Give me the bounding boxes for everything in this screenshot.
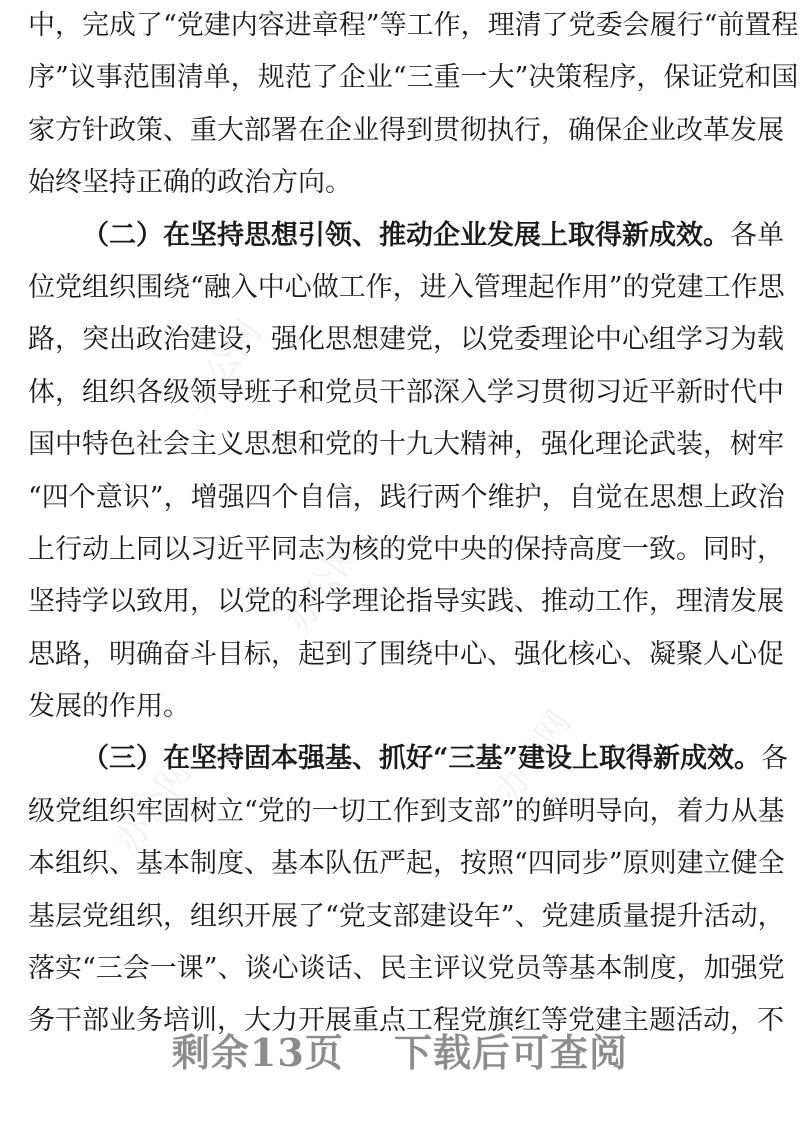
- section-3-heading-tail: 各: [761, 743, 789, 775]
- text-line: 级党组织牢固树立“党的一切工作到支部”的鲜明导向，着力从基: [28, 795, 785, 827]
- text-line: 中，完成了“党建内容进章程”等工作，理清了党委会履行“前置程: [28, 10, 799, 41]
- section-2-first-line: [28, 210, 784, 262]
- section-3-first-line: [28, 733, 789, 785]
- text-line: 始终坚持正确的政治方向。: [28, 167, 352, 199]
- section-2-heading: （二）在坚持思想引领、推动企业发展上取得新成效。: [82, 219, 730, 251]
- text-line: 路，突出政治建设，强化思想建党，以党委理论中心组学习为载: [28, 324, 784, 356]
- text-line: 基层党组织，组织开展了“党支部建设年”、党建质量提升活动，: [28, 900, 785, 932]
- download-to-view-label: 下载后可查阅: [394, 1030, 629, 1075]
- text-line: 发展的作用。: [28, 691, 190, 723]
- text-line: 本组织、基本制度、基本队伍严起，按照“四同步”原则建立健全: [28, 848, 785, 880]
- section-3-heading: （三）在坚持固本强基、抓好“三基”建设上取得新成效。: [82, 743, 762, 775]
- section-2-heading-tail: 各单: [730, 219, 784, 251]
- text-line: 位党组织围绕“融入中心做工作，进入管理起作用”的党建工作思: [28, 271, 785, 303]
- download-prompt-banner[interactable]: [0, 1022, 800, 1077]
- text-line: 坚持学以致用，以党的科学理论指导实践、推动工作，理清发展: [28, 586, 784, 618]
- watermark-text: 办公网: [178, 313, 270, 420]
- text-line: 体，组织各级领导班子和党员干部深入学习贯彻习近平新时代中: [28, 376, 784, 408]
- watermark-text: 办公网: [278, 533, 370, 640]
- watermark-text: 办公网: [108, 753, 200, 860]
- text-line: 上行动上同以习近平同志为核的党中央的保持高度一致。同时，: [28, 533, 784, 565]
- watermark-text: 办公网: [488, 703, 580, 810]
- document-body: [28, 0, 799, 1048]
- text-line: 家方针政策、重大部署在企业得到贯彻执行，确保企业改革发展: [28, 114, 784, 146]
- text-line: 落实“三会一课”、谈心谈话、民主评议党员等基本制度，加强党: [28, 953, 785, 985]
- text-line: “四个意识”，增强四个自信，践行两个维护，自觉在思想上政治: [28, 481, 785, 513]
- text-line: 国中特色社会主义思想和党的十九大精神，强化理论武装，树牢: [28, 429, 784, 461]
- text-line: 务干部业务培训，大力开展重点工程党旗红等党建主题活动，不: [28, 1005, 784, 1037]
- remaining-pages-label: 剩余13页: [171, 1030, 344, 1075]
- text-line: 思路，明确奋斗目标，起到了围绕中心、强化核心、凝聚人心促: [28, 638, 784, 670]
- text-line: 序”议事范围清单，规范了企业“三重一大”决策程序，保证党和国: [28, 62, 799, 94]
